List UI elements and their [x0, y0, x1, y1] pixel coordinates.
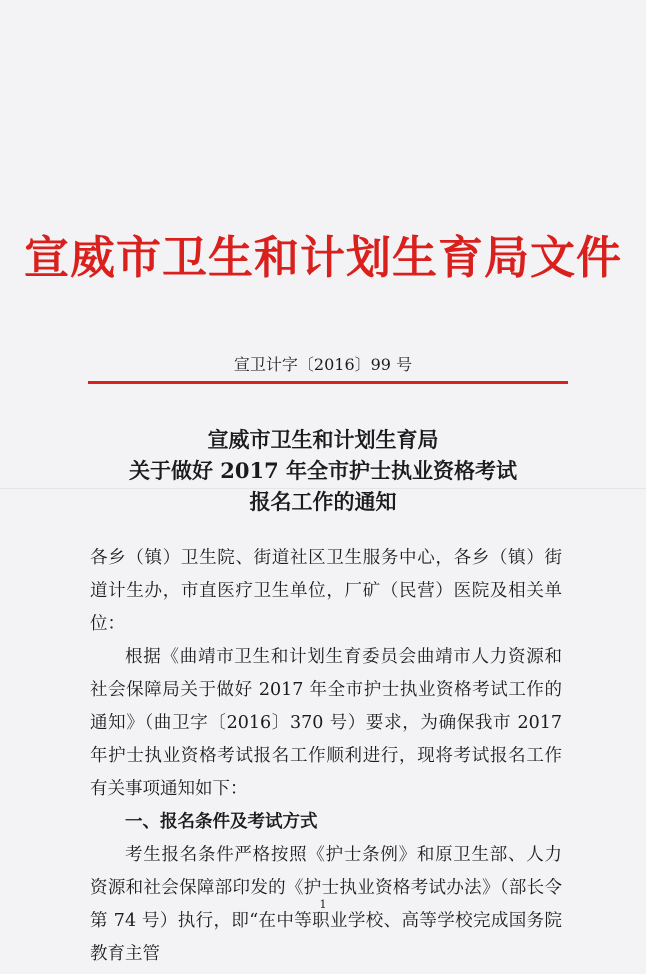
notice-title-line: 宣威市卫生和计划生育局: [207, 427, 439, 452]
notice-title-line: 关于做好 2017 年全市护士执业资格考试: [128, 458, 518, 483]
body-paragraph: 根据《曲靖市卫生和计划生育委员会曲靖市人力资源和社会保障局关于做好 2017 年全市护士执业资格考试工作的通知》（曲卫字〔2016〕370 号）要求，为确保我市 2017 年护士执业资格考试报名工作顺利进行，现将考试报名工作有关事项通知如下：: [90, 647, 562, 799]
body-paragraph: 考生报名条件严格按照《护士条例》和原卫生部、人力资源和社会保障部印发的《护士执业资格考试办法》（部长令第 74 号）执行，即“在中等职业学校、高等学校完成国务院教育主管: [90, 845, 562, 964]
section-heading: 一、报名条件及考试方式: [125, 812, 318, 832]
page-number: 1: [319, 898, 327, 911]
notice-title: [0, 424, 646, 517]
agency-header-title: 宣威市卫生和计划生育局文件: [23, 231, 622, 284]
notice-title-line: 报名工作的通知: [249, 489, 397, 514]
red-separator-line: [88, 381, 568, 384]
document-number: 宣卫计字〔2016〕99 号: [233, 355, 413, 374]
addressee-paragraph: 各乡（镇）卫生院、街道社区卫生服务中心，各乡（镇）街道计生办，市直医疗卫生单位，厂矿（民营）医院及相关单位：: [90, 548, 562, 634]
